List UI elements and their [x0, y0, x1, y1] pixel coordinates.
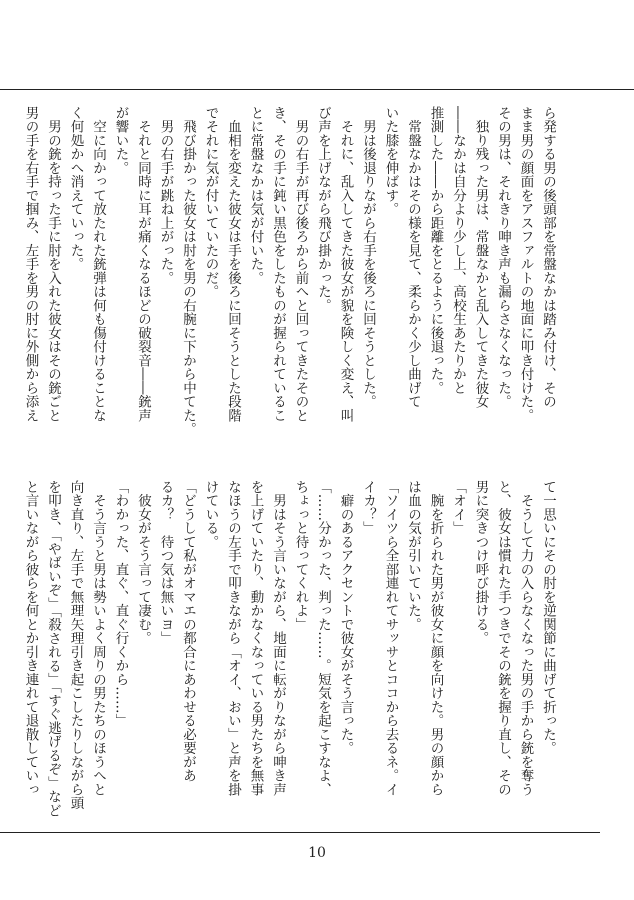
text-line: は血の気が引いていた。: [405, 480, 421, 632]
text-line: 男の手を右手で掴み、左手を男の肘に外側から添え: [22, 106, 39, 423]
text-line: ――なかは自分より少し上、高校生あたりかと: [450, 106, 466, 395]
top-text-block: [19, 106, 559, 446]
text-line: 「……分かった、判った……。短気を起こすなよ、: [315, 480, 331, 797]
bottom-text-block: [19, 480, 559, 820]
text-line: と言いながら彼らを何とか引き連れて退散していっ: [22, 480, 39, 797]
text-line: けている。: [202, 480, 219, 549]
text-line: 血相を変えた彼女は手を後ろに回そうとした段階: [225, 106, 241, 423]
text-line: なほうの左手で叩きながら「オイ、おい」と声を掛: [225, 480, 241, 797]
text-line: 男の右手が再び後ろから前へと回ってきたそのと: [292, 106, 309, 423]
text-line: き、その手に鈍い黒色をしたものが握られているこ: [270, 106, 286, 423]
text-line: そう言うと男は勢いよく周りの男たちのほうへと: [90, 480, 106, 797]
text-line: 腕を折られた男が彼女に顔を向けた。男の顔から: [427, 480, 444, 797]
text-line: それと同時に耳が痛くなるほどの破裂音――銃声: [135, 106, 151, 423]
text-line: 男は後退りながら右手を後ろに回そうとした。: [360, 106, 376, 409]
text-line: いた膝を伸ばす。: [382, 106, 399, 216]
text-line: が響いた。: [112, 106, 129, 175]
text-line: 常盤なかはその様を見て、柔らかく少し曲げて: [405, 106, 421, 409]
text-line: 癖のあるアクセントで彼女がそう言った。: [337, 480, 354, 755]
text-line: ら発する男の後頭部を常盤なかは踏み付け、その: [540, 106, 556, 409]
text-line: とに常盤なかは気が付いた。: [247, 106, 264, 285]
text-line: 男はそう言いながら、地面に転がりながら呻き声: [270, 480, 286, 797]
text-line: でそれに気が付いていたのだ。: [202, 106, 219, 299]
top-rule: [0, 89, 634, 90]
text-line: 空に向かって放たれた銃弾は何も傷付けることな: [90, 106, 106, 423]
text-line: その男は、それきり呻き声も漏らさなくなった。: [495, 106, 511, 409]
text-line: るカ？ 待つ気は無いヨ」: [157, 480, 174, 645]
page-number: 10: [308, 845, 326, 861]
text-line: と、彼女は慣れた手つきでその銃を握り直し、その: [495, 480, 511, 797]
text-line: 推測した――から距離をとるように後退った。: [427, 106, 444, 395]
text-line: 男の右手が跳ね上がった。: [157, 106, 174, 285]
text-line: く何処かへ消えていった。: [67, 106, 84, 271]
text-line: そうして力の入らなくなった男の手から銃を奪う: [517, 480, 534, 797]
bottom-rule: [0, 832, 600, 833]
text-line: 独り残った男は、常盤なかと乱入してきた彼女: [472, 106, 489, 409]
text-line: び声を上げながら飛び掛かった。: [315, 106, 331, 313]
text-line: 「わかった、直ぐ、直ぐ行くから……」: [112, 480, 129, 728]
text-line: 男の銃を持った手に肘を入れた彼女はその銃ごと: [45, 106, 61, 423]
text-line: 飛び掛かった彼女は肘を男の右腕に下から中てた。: [180, 106, 196, 436]
text-line: イカ？」: [360, 480, 376, 535]
text-line: まま男の顔面をアスファルトの地面に叩き付けた。: [517, 106, 534, 423]
text-line: 男に突きつけ呼び掛ける。: [472, 480, 489, 645]
text-line: それに、乱入してきた彼女が貌を険しく変え、叫: [337, 106, 354, 423]
text-line: 向き直り、左手で無理矢理引き起こしたりしながら頭: [67, 480, 84, 810]
text-line: 「どうして私がオマエの都合にあわせる必要があ: [180, 480, 196, 783]
text-line: を叩き、「やばいぞ」「殺される」「すぐ逃げるぞ」など: [45, 480, 61, 818]
text-line: 彼女がそう言って凄む。: [135, 480, 151, 645]
text-line: ちょっと待ってくれよ」: [292, 480, 309, 632]
text-line: 「オイ」: [450, 480, 466, 535]
text-line: を上げていたり、動かなくなっている男たちを無事: [247, 480, 264, 797]
text-line: 「ソイツら全部連れてサッサとココから去るネ。イ: [382, 480, 399, 797]
text-line: て一思いにその肘を逆関節に曲げて折った。: [540, 480, 556, 755]
